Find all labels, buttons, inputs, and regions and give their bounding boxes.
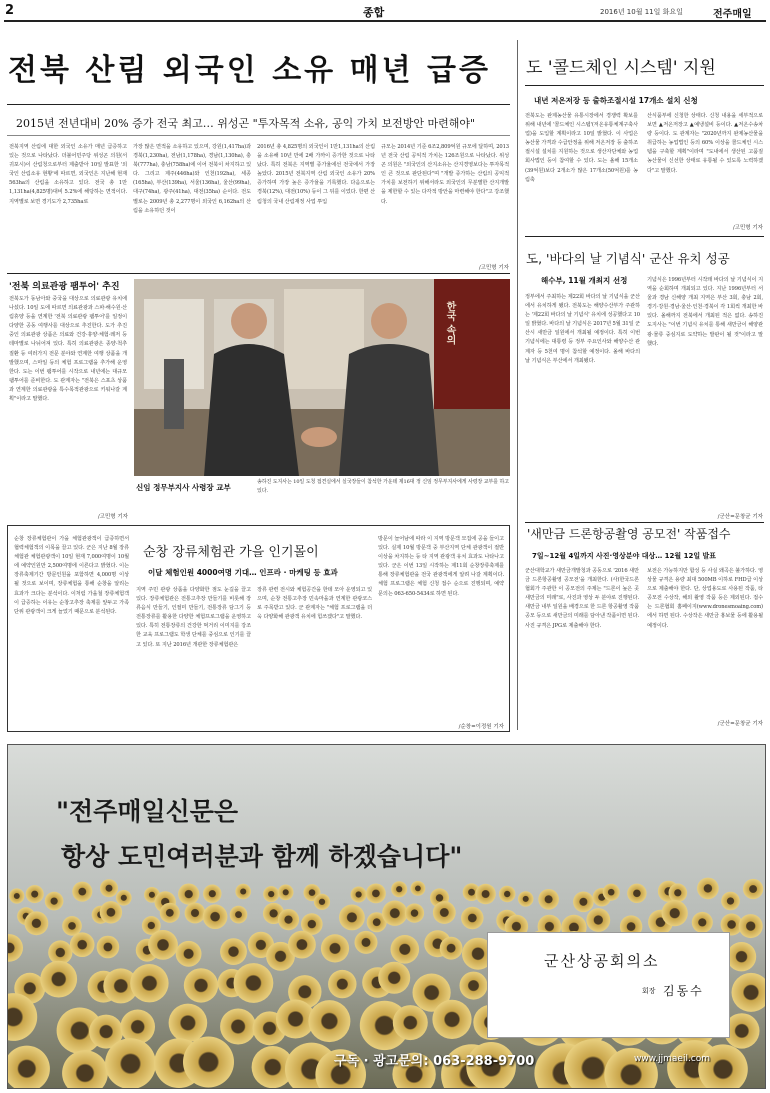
page-number: 2	[5, 3, 15, 18]
sunflower-head	[351, 887, 367, 903]
story4-subhead: 해수부, 11월 개최지 선정	[541, 276, 628, 285]
sunflower-head	[25, 911, 49, 935]
sunflower-head	[40, 961, 77, 998]
story2-subhead: 내년 저온저장 등 출하조절시설 17개소 설치 신청	[534, 96, 698, 105]
sunflower-head	[203, 885, 221, 903]
sunflower-head	[603, 884, 620, 901]
news-photo	[134, 279, 510, 476]
right-column-divider	[517, 40, 518, 730]
photo-banner-text: 한국 속의	[444, 301, 455, 345]
story2-headline: 도 '콜드체인 시스템' 지원	[526, 58, 716, 78]
story1-col1: 전북지역 산림에 대한 외국인 소유가 매년 급증하고 있는 것으로 나타났다. 더불어민주당 위성곤 의원(서귀포시)이 산림청으로부터 제출받아 10일 발표한 '외국인 산림소유 현황'에 따르면, 외국인은 지난해 현재 563ha의 산림을 소유하고 있다. 전국 총 1만1,131ha(4,825명)대비 5.2%에 해당하는 면적이다. 지역별로 보면 경기도가 2,735ha로	[9, 144, 127, 205]
story4-byline: /군산=문창균 기자	[717, 514, 763, 520]
photo-caption-body: 송하진 도지사는 10일 도청 접견실에서 실국장들이 참석한 가운데 제16대 정 신임 정무부지사에게 사령장 교부를 하고 있다.	[257, 479, 509, 494]
story4-col1: 정부에서 주최하는 제22회 바다의 날 기념식을 군산에서 유치하게 됐다. 전북도는 해양수산부가 주관하는 '제22회 바다의 날 기념식' 유치에 성공했다고 10일 밝혔다. 바다의 날 기념식은 2017년 5월 31일 군산시 새만금 일원에서 개최될 예정이다. 특히 이번 기념식에는 대통령 등 정부 주요인사와 해양수산 관계자 등 5천여 명이 참석할 예정이다. 올해 바다의 날 기념식은 부산에서 개최됐다.	[525, 294, 640, 364]
sunflower-head	[366, 884, 386, 904]
sunflower-head	[203, 904, 228, 929]
sunflower-head	[460, 972, 488, 1000]
ad-contact: 구독 · 광고문의: 063-288-9700	[334, 1054, 535, 1069]
sunflower-head	[355, 931, 378, 954]
story6-col1: 순창 장류체험관이 가을 체험관광객이 급증하면서 협력체험객의 이목을 끌고 있다. 군은 지난 8월 장류체험관 체험관광객이 10일 현재 7,000여명이 10월에 예약인원만 2,500여명에 이른다고 밝혔다. 이는 장류축제기간 방문인원을 포함하면 4,000명 이상 될 것으로 보이며, 장류체험을 통해 순창을 알리는 효과가 크다는 분석이다. 이처럼 가을철 장류체험객이 급증하는 이유는 순창고추장 축제를 앞두고 가족 단위 관광객이 크게 늘었기 때문으로 분석된다.	[14, 536, 129, 615]
sunflower-head	[220, 938, 247, 965]
story3-body: 전북도가 동남아와 중국을 대상으로 의료관광 유치에 나섰다. 10일 도에 따르면 의료관광과 스파·해수원·산림휴양 등을 연계한 '전북 의료관광 팸투어'를 일정이 다양한 공동 여행사를 대상으로 추진한다. 도가 추진 중인 의료관광 상품은 의료와 건강·휴양·체험·레저 등 테마별로 나뉘어져 있다. 특히 의료관광은 종양·척추질환 등 여러가지 전문 분야와 연계한 여행 상품을 개발했으며, 스마일 등의 체험 프로그램을 추가해 운영한다. 도는 이번 팸투어를 시작으로 내년에는 대규모 팸투어를 준비한다. 도 관계자는 "전북은 스포츠 상품과 연계한 의료관광을 특수목적관광으로 키워나갈 계획"이라고 말했다.	[9, 296, 127, 403]
story1-subhead: 2015년 전년대비 20% 증가 전국 최고… 위성곤 "투자목적 소유, 공익 가치 보전방안 마련해야"	[16, 117, 476, 130]
sunflower-head	[573, 892, 594, 913]
sunflower-head	[393, 1005, 428, 1040]
paper-name: 전주매일	[713, 9, 752, 20]
story1-col3: 2016년 총 4,825명의 외국인이 1만1,131ha의 산림을 소유해 10년 만에 2배 가까이 증가한 것으로 나타났다. 특히 전북은 지역별 증가율에선 전국에서 가장 높았다. 2015년 전북지역 산림 외국인 소유가 20% 증가하며 가장 높은 증가율을 기록했다. 다음으로는 경북(12%), 대전(10%) 등이 그 뒤를 이었다. 한편 산림청의 국내 산림재정 사업 투입	[257, 144, 375, 205]
sunflower-head	[62, 916, 82, 936]
story2-col1: 전북도는 완제농산물 유통시장에서 경쟁력 확보를 위해 내년에 '콜드체인 시스템'(저온유통체계구축사업)을 도입할 계획이라고 10일 밝혔다. 이 사업은 농산물 가격과 수급안정을 위해 저온저장 등 출하조절시설 설치를 지원하는 것으로 생산자단체와 농업회사법인 등이 참여할 수 있다. 도는 올해 15개소(39억원)보다 2개소가 많은 17개소(50억원)를 농림축	[525, 113, 638, 183]
story6-col2: 지역 주민 관광 상품을 다양화한 점도 눈길을 끌고 있다. 장류체험관은 전통고추장 만들기를 비롯해 장류음식 만들기, 인절미 만들기, 전통장류 담그기 등 전통장류를 활용한 다양한 체험프로그램을 운영하고 있다. 특히 전통장류의 건강한 먹거리 이미지를 강조한 교육 프로그램도 학생 단체를 중심으로 인기를 끌고 있다. 또 지난 2016년 개관한 장류체험관은	[136, 587, 251, 648]
sunflower-head	[263, 886, 279, 902]
story6-headline: 순창 장류체험관 가을 인기몰이	[143, 545, 319, 560]
sunflower-head	[176, 941, 202, 967]
sunflower-head	[727, 942, 756, 971]
sunflower-head	[432, 1000, 471, 1039]
story6-byline: /순창=이정원 기자	[458, 724, 504, 730]
sunflower-head	[160, 903, 180, 923]
sunflower-head	[72, 882, 92, 902]
story5-byline: /군산=문창균 기자	[717, 721, 763, 727]
sunflower-head	[235, 884, 251, 900]
sunflower-head	[178, 884, 199, 905]
sunflower-head	[100, 901, 122, 923]
sunflower-head	[405, 904, 424, 923]
sunflower-head	[739, 914, 763, 938]
story3-headline: '전북 의료관광 팸투어' 추진	[9, 282, 120, 292]
sunflower-head	[70, 932, 95, 957]
sunflower-head	[9, 888, 24, 903]
story1-col2: 가장 많은 면적을 소유하고 있으며, 강원(1,417ha)과 경북(1,230ha), 전남(1,178ha), 경남(1,130ha), 충북(777ha), 충남(758ha)에 이어 전북이 차지하고 있다. 그리고 제주(446ha)와 인천(192ha), 세종(165ha), 부산(139ha), 서울(136ha), 울산(99ha), 대구(74ha), 광주(41ha), 대전(35ha) 순이다. 전도별로는 2009년 총 2,277명이 외국인 6,162ha의 산림을 소유하던 것이	[133, 144, 251, 214]
ad-president-label: 회장	[642, 987, 656, 995]
sunflower-head	[411, 881, 426, 896]
story2-rule	[525, 85, 764, 86]
story1-subhead-rule-bottom	[7, 135, 510, 136]
ad-org-box	[487, 932, 730, 1038]
ad-org-name: 군산상공회의소	[544, 952, 660, 970]
sunflower-head	[230, 906, 248, 924]
story1-headline: 전북 산림 외국인 소유 매년 급증	[8, 53, 491, 88]
sunflower-head	[440, 937, 463, 960]
sunflower-head	[169, 1004, 208, 1043]
sunflower-head	[669, 884, 688, 903]
story1-col4: 규모는 2014년 기준 6조2,809억원 규모에 달하며, 2013년 전국 산림 공익적 가치는 126조원으로 나타났다. 위성곤 의원은 "외국인의 산지소유는 산지경영보다는 투자목적인 큰 것으로 판단된다"며 "개발 증가하는 산림의 공익적 가치를 보전하기 위해서라도 외국인의 무분별한 산지개발을 제한할 수 있는 다각적 방안을 마련해야 한다"고 강조했다.	[381, 144, 509, 205]
sunflower-head	[391, 881, 407, 897]
sunflower-head	[475, 884, 495, 904]
sunflower-head	[116, 890, 132, 906]
sunflower-head	[328, 970, 356, 998]
story5-headline: '새만금 드론항공촬영 공모전' 작품접수	[527, 527, 731, 541]
sunflower-head	[314, 894, 330, 910]
sunflower-head	[278, 885, 294, 901]
section-label: 종합	[363, 6, 385, 19]
story6-subhead: 이달 체험인원 4000여명 기대… 인프라 · 마케팅 등 효과	[148, 568, 338, 577]
story4-top-rule	[525, 236, 764, 237]
sunflower-head	[288, 931, 316, 959]
sunflower-head	[518, 891, 533, 906]
sunflower-head	[278, 909, 299, 930]
sunflower-head	[721, 892, 740, 911]
story5-top-rule	[525, 522, 764, 523]
sunflower-head	[45, 892, 64, 911]
story1-byline: /고민형 기자	[478, 265, 509, 271]
sunflower-head	[97, 936, 120, 959]
sunflower-head	[433, 901, 456, 924]
sunflower-head	[378, 962, 410, 994]
sunflower-head	[185, 903, 206, 924]
sunflower-head	[586, 908, 610, 932]
ad-website: www.jjmaeil.com	[634, 1054, 711, 1064]
sunflower-head	[662, 900, 688, 926]
sunflower-head	[321, 934, 349, 962]
sunflower-head	[183, 1037, 234, 1088]
sunflower-head	[105, 1038, 156, 1089]
story1-bottom-rule	[7, 273, 510, 274]
story4-col2: 기념식은 1996년부터 시작돼 바다의 날 기념식이 지역을 순회하며 개최되고 있다. 지난 1996년부터 서울과 경남 신해양 개최 지역은 부산 3회, 충남 2회, 경기·강원·경남·울산·인천·경북이 각 1회씩 개최한 바 있다. 올해까지 전북에서 개최된 적은 없다. 송하진 도지사는 "이번 기념식 유치를 통해 새만금이 해양관광·물류 중심지로 도약하는 발판이 될 것"이라고 말했다.	[647, 277, 763, 347]
sunflower-head	[391, 935, 420, 964]
sunflower-head	[148, 930, 178, 960]
sunflower-head	[692, 912, 713, 933]
sunflower-head	[339, 905, 365, 931]
story5-col1: 군산대학교가 새만금개발청과 공동으로 '2016 새만금 드론항공촬영 공모전'을 개최한다. (사)한국드론협회가 주관한 이 공모전의 주제는 "드론이 높은 곳 새만금의 미래"로, 사진과 영상 두 분야로 진행된다. 새만금 내부 일원을 배경으로 한 드론 항공촬영 작품 공모 등으로 새만금의 미래를 담아낸 작품이면 된다. 사진 규격은 JPG로 제출해야 한다.	[525, 568, 639, 629]
header-rule	[4, 20, 766, 22]
sunflower-head	[627, 884, 646, 903]
sunflower-head	[130, 964, 168, 1002]
story2-byline: /고민형 기자	[732, 225, 763, 231]
sunflower-head	[743, 879, 763, 899]
story3-byline: /고민형 기자	[97, 514, 128, 520]
sunflower-head	[234, 963, 274, 1003]
sunflower-head	[461, 907, 483, 929]
issue-date: 2016년 10월 11일 화요일	[600, 8, 683, 16]
story6-col4: 방문이 늘어남에 따라 이 지역 방문객 모집에 공을 들이고 있다. 실제 10월 방문객 중 부산지역 단체 관광객이 절반 이상을 차지하는 등 타 지역 관광객 유치 효과도 나타나고 있다. 군은 이번 13일 시작하는 제11회 순창장류축제를 통해 장류체험관을 전국 관광객에게 알려 나갈 계획이다. 체험 프로그램은 체험 신청 접수 순으로 진행되며, 예약 문의는 063-650-5434로 하면 된다.	[378, 536, 504, 597]
sunflower-head	[220, 1009, 256, 1045]
sunflower-head	[382, 901, 407, 926]
sunflower-head	[100, 879, 118, 897]
story1-subhead-rule-top	[7, 104, 510, 105]
ad-president-name: 김동수	[663, 984, 704, 998]
sunflower-head	[697, 878, 719, 900]
story6-col3: 장류 관련 전시와 체험공간을 한데 모아 운영되고 있으며, 순창 전통고추장 민속마을과 연계한 관광코스로 주목받고 있다. 군 관계자는 "체험 프로그램을 더욱 다양화해 관광객 유치에 힘쓰겠다"고 말했다.	[257, 587, 372, 621]
story5-col2: 보전은 가능하지만 합성 등 사실 왜곡은 불가하다. 영상물 규격은 용량 최대 500MB 이하로 FHD급 이상으로 제출해야 한다. 단, 상업용도로 사용된 작품, 타 공모전 수상작, 해외 촬영 작품 등은 제외된다. 접수는 드론협회 홈페이지(www.dronesmoaing.com)에서 하면 된다. 수상작은 새만금 홍보물 등에 활용될 예정이다.	[647, 568, 763, 629]
sunflower-head	[499, 886, 515, 902]
ad-quote-line2: 항상 도민여러분과 함께 하겠습니다"	[61, 842, 463, 871]
story4-headline: 도, '바다의 날 기념식' 군산 유치 성공	[526, 251, 730, 266]
ad-quote-line1: "전주매일신문은	[56, 797, 239, 826]
story5-subhead: 7일~12월 4일까지 사진·영상분야 대상… 12월 12일 발표	[532, 552, 717, 560]
advertisement-sunflower	[7, 744, 766, 1089]
sunflower-head	[26, 885, 44, 903]
sunflower-head	[308, 1000, 350, 1042]
sunflower-head	[184, 968, 218, 1002]
sunflower-head	[538, 889, 559, 910]
story2-col2: 산식품부에 신청한 상태다. 신청 내용을 세부적으로 보면 ▲저온저장고 ▲예냉설비 등이다. ▲저온수송차량 등이다. 도 관계자는 "2020년까지 완제농산물을 취급하는 농업법인 등의 60% 이상을 콜드체인 시스템을 구축할 계획"이라며 "도내에서 생산된 고품질 농산물이 신선한 상태로 유통될 수 있도록 노력하겠다"고 말했다.	[647, 113, 763, 174]
photo-caption-title: 신임 정무부지사 사령장 교부	[136, 483, 231, 492]
